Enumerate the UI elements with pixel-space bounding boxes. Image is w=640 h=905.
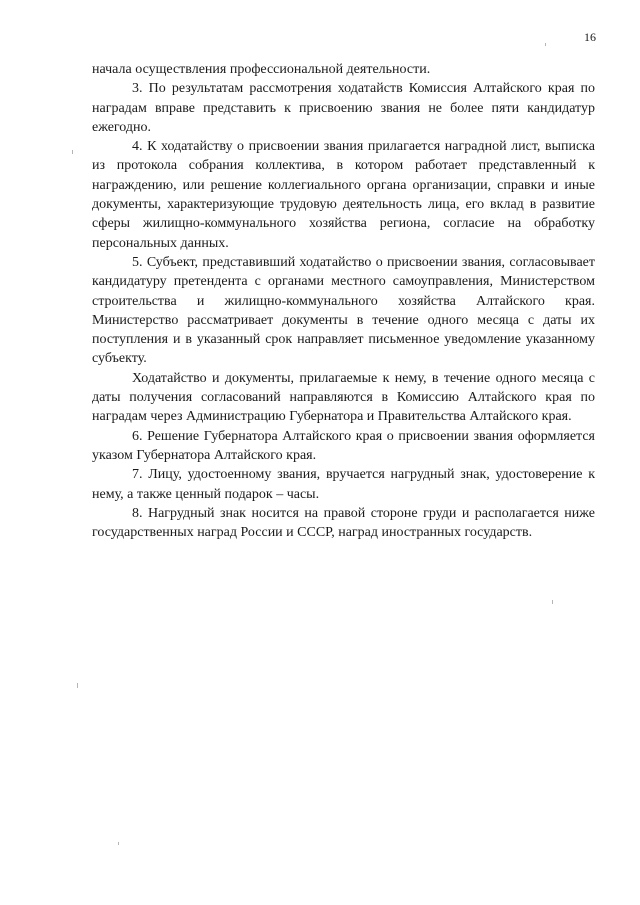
scan-speck [118, 842, 119, 845]
paragraph-item-5-continued: Ходатайство и документы, прилагаемые к нему, в течение одного месяца с даты получения согласований направляются в Комиссию Алтайского края по наградам через Администрацию Губернатора и Правительства Алтайского края. [92, 370, 595, 425]
scan-speck [545, 43, 546, 46]
paragraph-item-8: 8. Нагрудный знак носится на правой стороне груди и располагается ниже государственных наград России и СССР, наград иностранных государств. [92, 505, 595, 541]
paragraph-item-6: 6. Решение Губернатора Алтайского края о присвоении звания оформляется указом Губернатора Алтайского края. [92, 428, 595, 463]
paragraph-item-4: 4. К ходатайству о присвоении звания прилагается наградной лист, выписка из протокола собрания коллектива, в котором работает представленный к награждению, или решение коллегиального органа организации, справки и иные документы, характеризующие трудовую деятельность лица, его вклад в развитие сферы жилищно-коммунального хозяйства региона, согласие на обработку персональных данных. [92, 139, 595, 251]
paragraph-item-3: 3. По результатам рассмотрения ходатайств Комиссия Алтайского края по наградам вправе представить к присвоению звания не более пяти кандидатур ежегодно. [92, 81, 595, 135]
paragraph-item-5: 5. Субъект, представивший ходатайство о присвоении звания, согласовывает кандидатуру претендента с органами местного самоуправления, Министерством строительства и жилищно-коммунального хозяйства Алтайского края. Министерство рассматривает документы в течение одного месяца с даты их поступления и в указанный срок направляет письменное уведомление указанному субъекту. [92, 254, 595, 367]
scan-speck [72, 150, 73, 154]
document-body [92, 60, 595, 542]
page-number: 16 [584, 30, 596, 44]
scan-speck [552, 600, 553, 604]
paragraph-continuation: начала осуществления профессиональной деятельности. [92, 62, 431, 77]
paragraph-item-7: 7. Лицу, удостоенному звания, вручается нагрудный знак, удостоверение к нему, а также ценный подарок – часы. [92, 467, 595, 502]
scan-speck [77, 683, 78, 688]
